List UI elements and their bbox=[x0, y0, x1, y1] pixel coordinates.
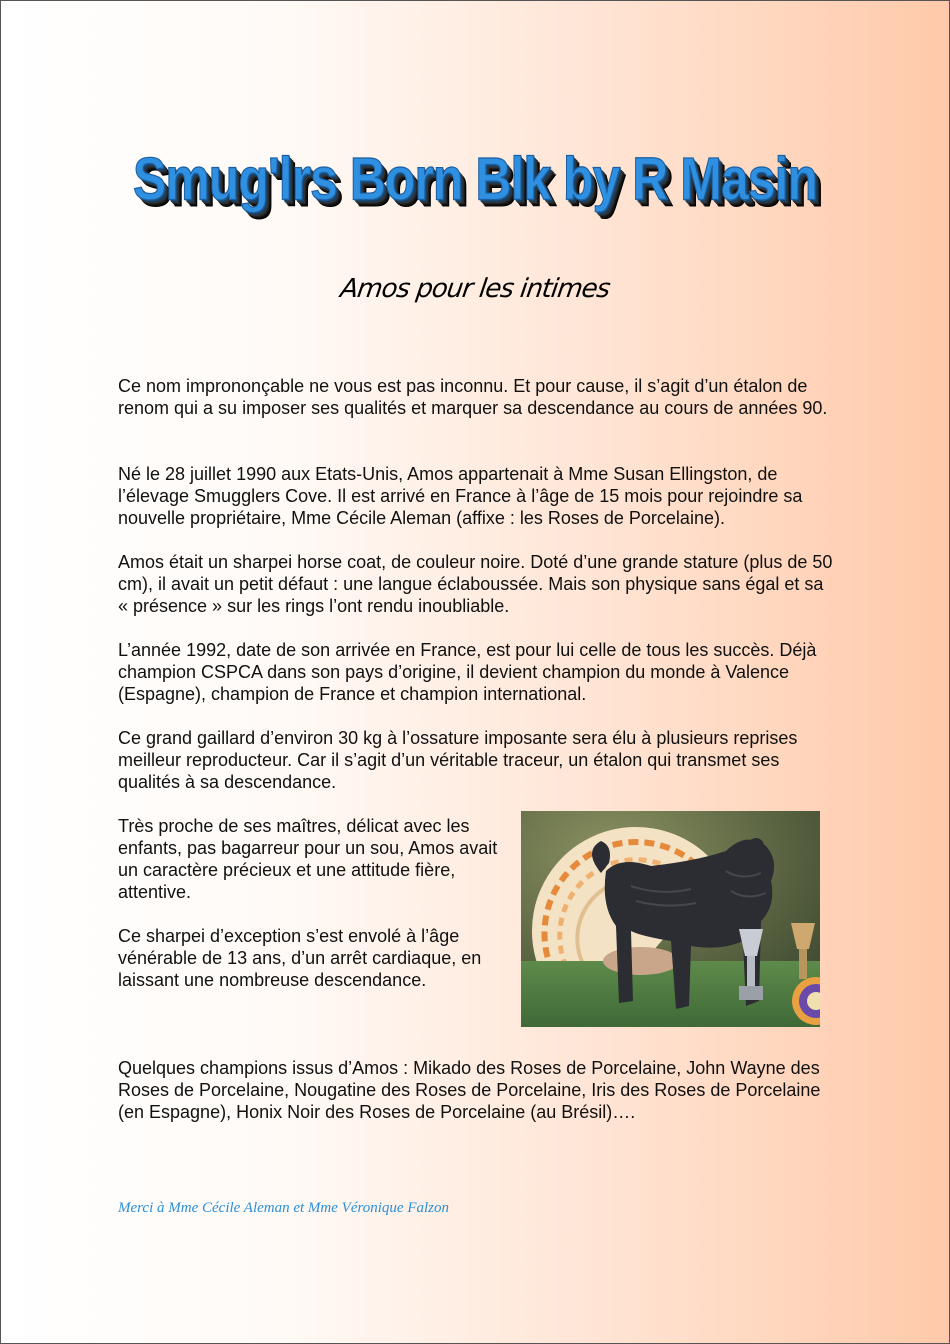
paragraph-offspring: Quelques champions issus d’Amos : Mikado des Roses de Porcelaine, John Wayne des Roses de Porcelaine, Nougatine des Roses de Porcelaine, Iris des Roses de Porcelaine (en Espagne), Honix Noir des Roses de Porcelaine (au Brésil)…. bbox=[118, 1058, 821, 1122]
paragraph-death: Ce sharpei d’exception s’est envolé à l’âge vénérable de 13 ans, d’un arrêt cardiaque, en laissant une nombreuse descendance. bbox=[118, 926, 482, 990]
paragraph-description: Amos était un sharpei horse coat, de couleur noire. Doté d’une grande stature (plus de 50 cm), il avait un petit défaut : une langue éclaboussée. Mais son physique sans égal et sa « présence » sur les rings l’ont rendu inoubliable. bbox=[118, 552, 833, 616]
paragraph-intro: Ce nom imprononçable ne vous est pas inconnu. Et pour cause, il s’agit d’un étalon de renom qui a su imposer ses qualités et marquer sa descendance au cours de années 90. bbox=[118, 376, 828, 418]
page-title: Smug'lrs Born Blk by R Masin bbox=[132, 145, 817, 213]
paragraph-birth: Né le 28 juillet 1990 aux Etats-Unis, Amos appartenait à Mme Susan Ellingston, de l’élevage Smugglers Cove. Il est arrivé en France à l’âge de 15 mois pour rejoindre sa nouvelle propriétaire, Mme Cécile Aleman (affixe : les Roses de Porcelaine). bbox=[118, 464, 803, 528]
dog-photo bbox=[521, 811, 820, 1027]
page-subtitle: Amos pour les intimes bbox=[338, 274, 612, 304]
credits-line: Merci à Mme Cécile Aleman et Mme Véronique Falzon bbox=[118, 1200, 450, 1216]
paragraph-1992: L’année 1992, date de son arrivée en France, est pour lui celle de tous les succès. Déjà champion CSPCA dans son pays d’origine, il devient champion du monde à Valence (Espagne), champion de France et champion international. bbox=[118, 640, 817, 704]
paragraph-reproducer: Ce grand gaillard d’environ 30 kg à l’ossature imposante sera élu à plusieurs reprises meilleur reproducteur. Car il s’agit d’un véritable traceur, un étalon qui transmet ses qualités à sa descendance. bbox=[118, 728, 798, 792]
paragraph-character: Très proche de ses maîtres, délicat avec les enfants, pas bagarreur pour un sou, Amos avait un caractère précieux et une attitude fière, attentive. bbox=[118, 816, 498, 902]
